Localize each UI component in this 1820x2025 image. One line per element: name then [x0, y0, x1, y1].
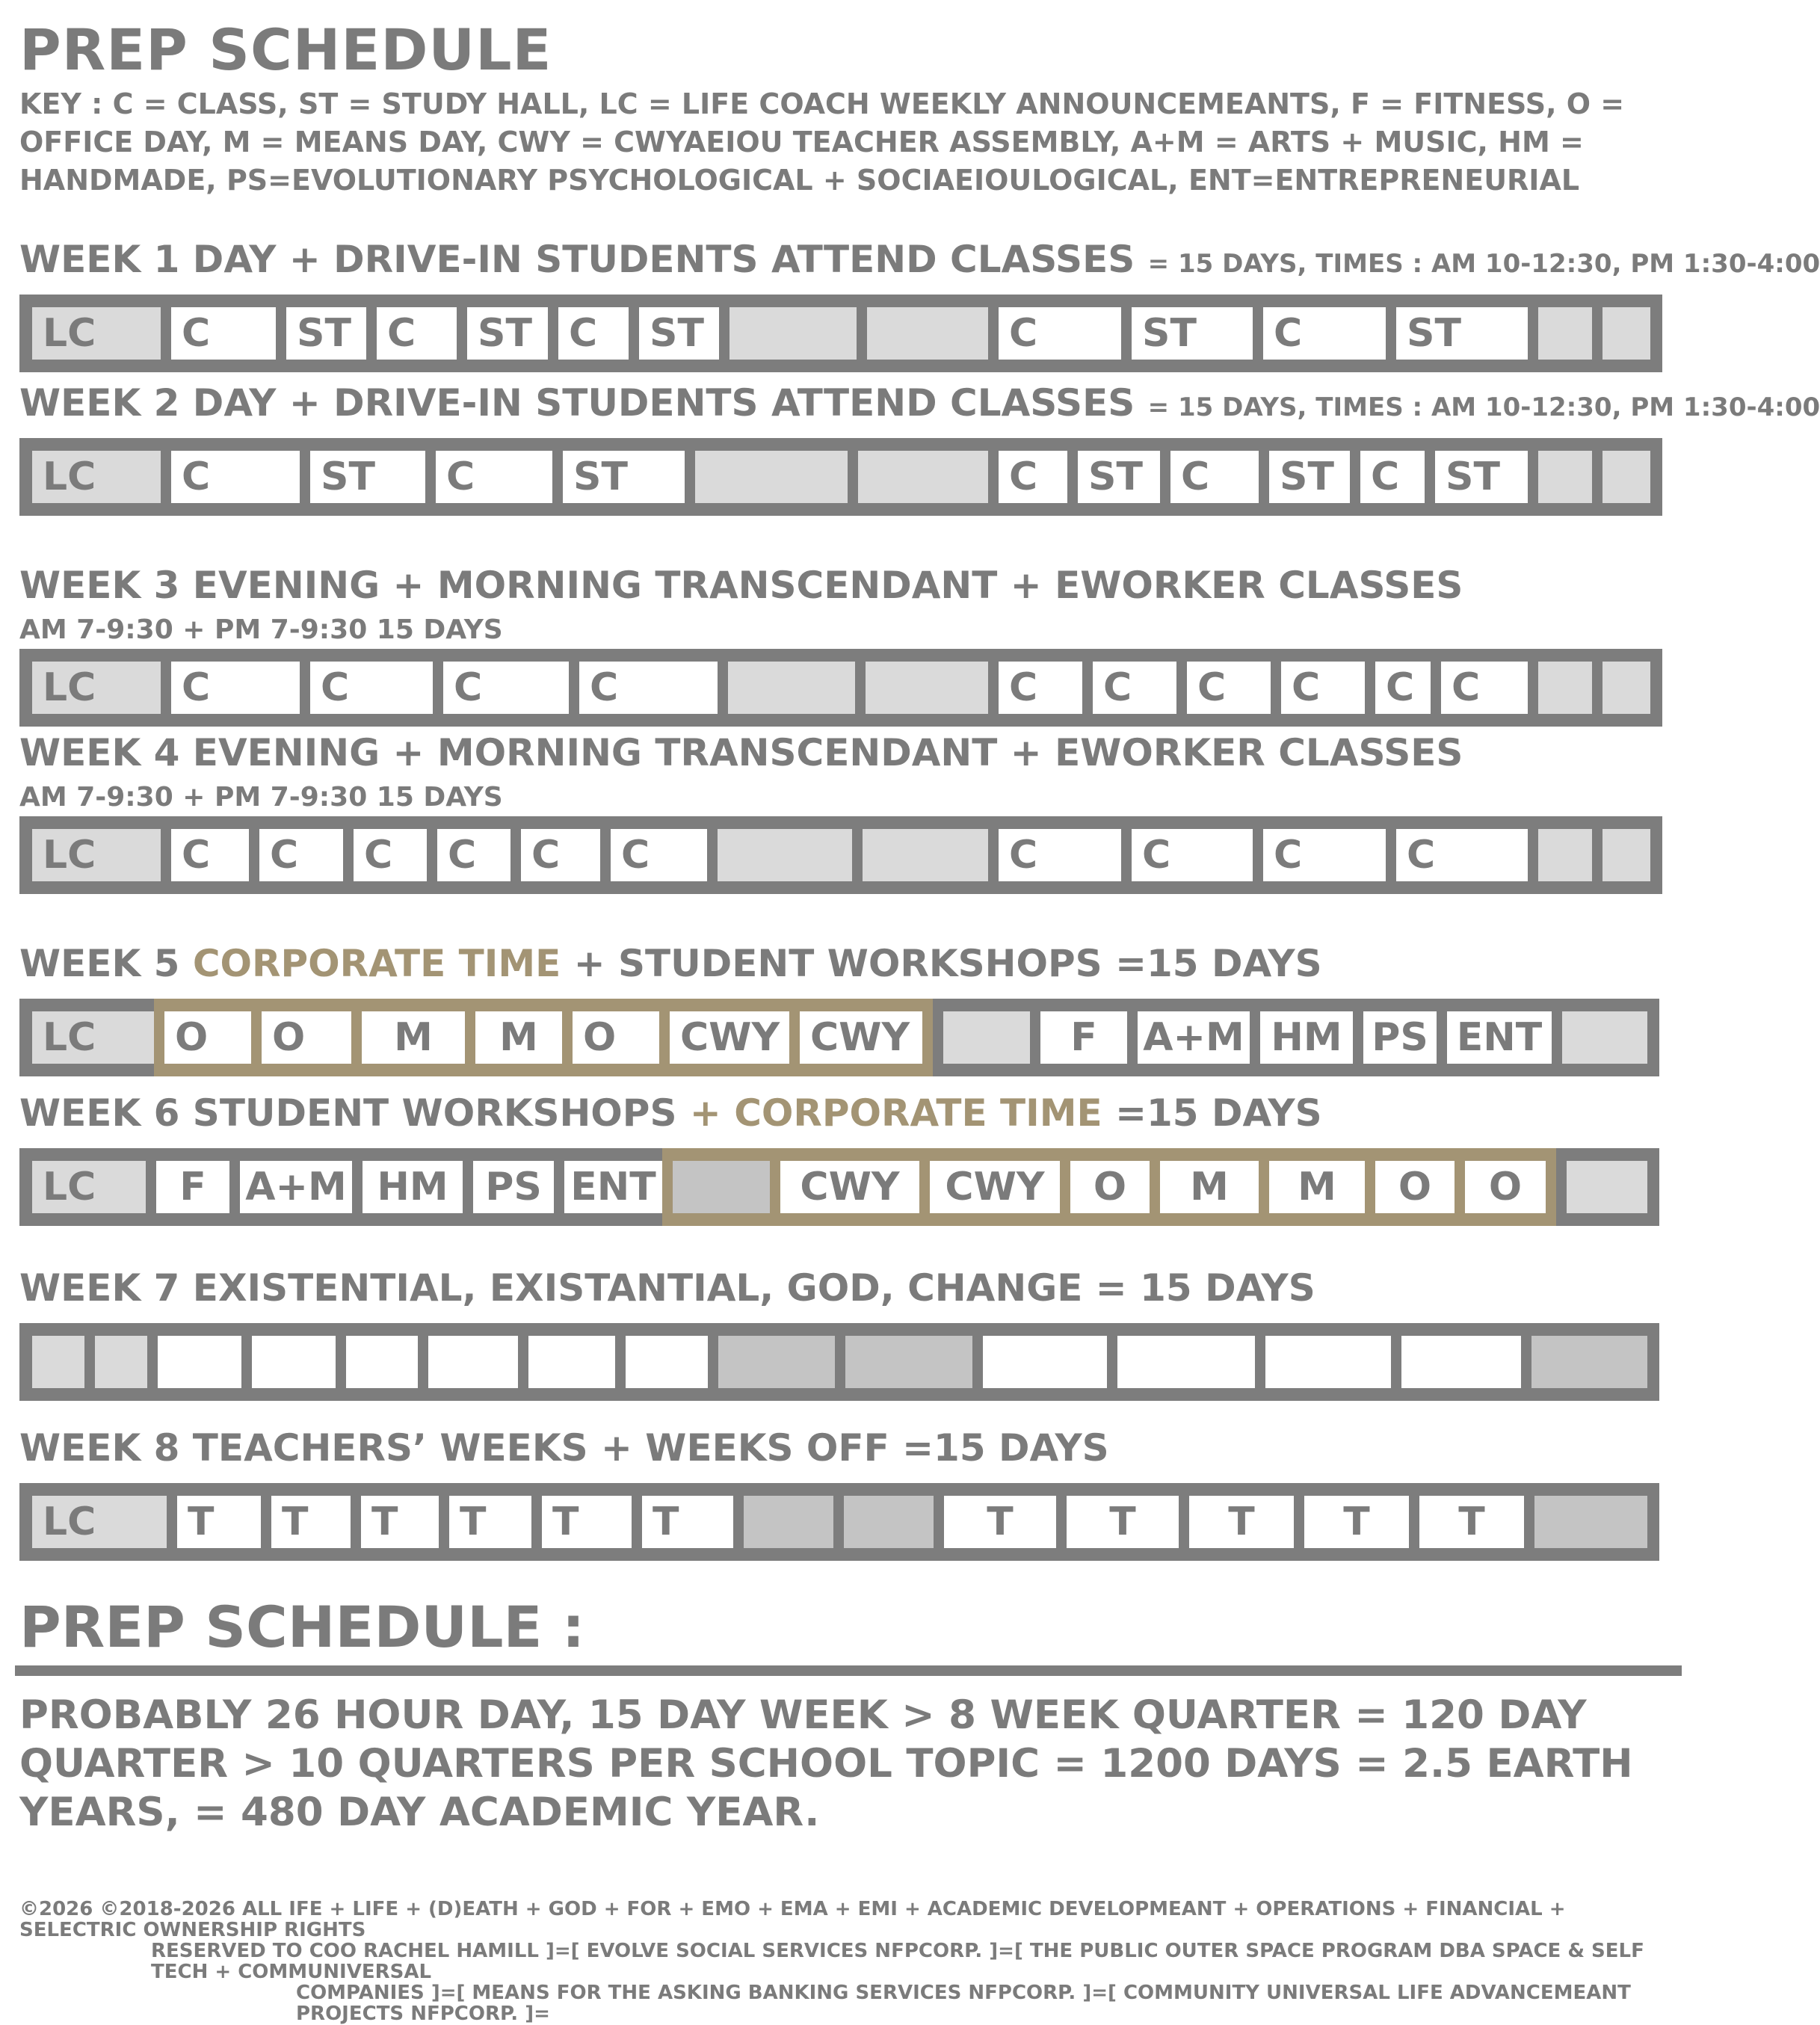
week-3-day-11: C — [1281, 662, 1365, 714]
week-6-day-14: O — [1465, 1161, 1546, 1213]
copyright-line-2: RESERVED TO COO RACHEL HAMILL ]=[ EVOLVE SOCIAL SERVICES NFPCORP. ]=[ THE PUBLIC OUTER SPACE PROGRAM DBA SPACE & SELF TECH + COMMUNIVERSAL — [151, 1940, 1644, 1983]
week-4-day-3: C — [259, 829, 343, 881]
week-5-bar — [19, 999, 1659, 1076]
week-2-bar — [19, 438, 1662, 516]
week-5-day-10: F — [1040, 1011, 1127, 1064]
week-7-day-3 — [158, 1336, 241, 1388]
week-5-title — [19, 942, 1322, 985]
week-8-day-3: T — [271, 1496, 351, 1548]
summary-text: PROBABLY 26 HOUR DAY, 15 DAY WEEK > 8 WEEK QUARTER = 120 DAY QUARTER > 10 QUARTERS PER SCHOOL TOPIC = 1200 DAYS = 2.5 EARTH YEARS, = 480 DAY ACADEMIC YEAR. — [19, 1692, 1633, 1835]
week-4-day-9 — [863, 829, 988, 881]
week-8-day-2: T — [177, 1496, 261, 1548]
week-2-day-11: ST — [1269, 451, 1350, 503]
week-2-title — [19, 381, 1820, 425]
copyright — [19, 1899, 1664, 2024]
week-4-title: WEEK 4 EVENING + MORNING TRANSCENDANT + EWORKER CLASSES — [19, 731, 1463, 774]
week-1-bar — [19, 295, 1662, 372]
week-5-day-3: O — [262, 1011, 351, 1064]
week-3-day-8: C — [999, 662, 1082, 714]
week-6-label: WEEK 6 STUDENT WORKSHOPS — [19, 1091, 677, 1135]
page-title: PREP SCHEDULE — [19, 16, 552, 83]
week-2-day-3: ST — [310, 451, 425, 503]
week-3-day-14 — [1538, 662, 1592, 714]
week-1-day-9 — [867, 307, 988, 360]
week-1-day-13: ST — [1396, 307, 1528, 360]
week-8-day-8 — [744, 1496, 833, 1548]
week-6-day-15 — [1567, 1161, 1647, 1213]
week-3-title: WEEK 3 EVENING + MORNING TRANSCENDANT + EWORKER CLASSES — [19, 564, 1463, 607]
week-3-day-12: C — [1375, 662, 1431, 714]
week-7-day-5 — [346, 1336, 418, 1388]
week-8-day-12: T — [1189, 1496, 1294, 1548]
week-5-day-14: ENT — [1447, 1011, 1552, 1064]
week-7-day-1 — [32, 1336, 84, 1388]
week-6-day-6: ENT — [564, 1161, 662, 1213]
copyright-line-3: COMPANIES ]=[ MEANS FOR THE ASKING BANKING SERVICES NFPCORP. ]=[ COMMUNITY UNIVERSAL LIFE ADVANCEMEANT PROJECTS NFPCORP. ]= — [296, 1982, 1631, 2025]
week-4-day-14 — [1538, 829, 1592, 881]
week-6-day-11: M — [1160, 1161, 1259, 1213]
week-4-day-8 — [718, 829, 852, 881]
week-4-day-11: C — [1132, 829, 1253, 881]
week-1-day-8 — [729, 307, 857, 360]
week-8-day-15 — [1534, 1496, 1647, 1548]
week-6-day-7 — [673, 1161, 770, 1213]
week-1-day-11: ST — [1132, 307, 1253, 360]
week-5-day-13: PS — [1363, 1011, 1437, 1064]
week-6-day-13: O — [1375, 1161, 1455, 1213]
week-5-day-8: CWY — [800, 1011, 922, 1064]
week-6-day-9: CWY — [930, 1161, 1060, 1213]
week-5-day-15 — [1562, 1011, 1647, 1064]
week-7-day-10 — [845, 1336, 972, 1388]
week-1-day-2: C — [171, 307, 276, 360]
week-7-day-6 — [428, 1336, 518, 1388]
week-8-day-9 — [844, 1496, 934, 1548]
week-7-day-11 — [983, 1336, 1107, 1388]
week-8-day-1: LC — [32, 1496, 167, 1548]
week-3-day-15 — [1602, 662, 1650, 714]
week-4-subtitle: AM 7-9:30 + PM 7-9:30 15 DAYS — [19, 782, 503, 813]
week-5-day-12: HM — [1260, 1011, 1353, 1064]
week-7-day-15 — [1531, 1336, 1647, 1388]
week-5-rest: + STUDENT WORKSHOPS =15 DAYS — [573, 942, 1322, 985]
week-7-day-4 — [252, 1336, 336, 1388]
week-1-day-3: ST — [286, 307, 366, 360]
divider — [15, 1665, 1682, 1676]
week-4-day-1: LC — [32, 829, 161, 881]
week-5-day-11: A+M — [1138, 1011, 1250, 1064]
week-2-day-7 — [858, 451, 988, 503]
week-4-day-13: C — [1396, 829, 1528, 881]
week-5-day-1: LC — [32, 1011, 154, 1064]
week-3-day-1: LC — [32, 662, 161, 714]
week-7-day-13 — [1265, 1336, 1391, 1388]
week-3-day-2: C — [171, 662, 300, 714]
week-8-day-7: T — [642, 1496, 733, 1548]
week-2-day-5: ST — [563, 451, 685, 503]
week-6-day-8: CWY — [780, 1161, 919, 1213]
week-3-subtitle: AM 7-9:30 + PM 7-9:30 15 DAYS — [19, 614, 503, 645]
week-8-day-4: T — [361, 1496, 439, 1548]
week-8-day-6: T — [542, 1496, 632, 1548]
week-4-day-7: C — [611, 829, 707, 881]
week-5-day-7: CWY — [670, 1011, 789, 1064]
week-4-day-2: C — [171, 829, 249, 881]
week-5-day-2: O — [164, 1011, 251, 1064]
week-3-day-10: C — [1187, 662, 1271, 714]
week-6-day-12: M — [1269, 1161, 1365, 1213]
week-8-day-14: T — [1419, 1496, 1524, 1548]
week-6-day-2: F — [156, 1161, 229, 1213]
week-1-day-1: LC — [32, 307, 161, 360]
week-2-day-13: ST — [1435, 451, 1528, 503]
week-3-day-7 — [866, 662, 988, 714]
week-6-day-3: A+M — [240, 1161, 352, 1213]
week-1-title — [19, 238, 1820, 281]
week-4-day-12: C — [1263, 829, 1386, 881]
week-2-day-9: ST — [1078, 451, 1160, 503]
week-1-day-15 — [1602, 307, 1650, 360]
week-5-corporate-label: CORPORATE TIME — [192, 942, 561, 985]
week-6-rest: =15 DAYS — [1115, 1091, 1322, 1135]
week-2-day-10: C — [1170, 451, 1259, 503]
week-1-day-14 — [1538, 307, 1592, 360]
week-4-day-5: C — [437, 829, 510, 881]
week-6-corporate-label: + CORPORATE TIME — [689, 1091, 1102, 1135]
week-4-bar — [19, 816, 1662, 894]
week-5-label: WEEK 5 — [19, 942, 180, 985]
week-6-day-4: HM — [363, 1161, 463, 1213]
week-4-day-10: C — [999, 829, 1121, 881]
week-3-day-4: C — [443, 662, 569, 714]
week-5-day-5: M — [475, 1011, 562, 1064]
week-7-day-9 — [718, 1336, 835, 1388]
week-3-day-3: C — [310, 662, 433, 714]
week-8-day-11: T — [1067, 1496, 1179, 1548]
week-6-day-5: PS — [473, 1161, 554, 1213]
week-2-day-6 — [695, 451, 848, 503]
week-2-day-12: C — [1360, 451, 1425, 503]
week-1-day-7: ST — [639, 307, 719, 360]
week-6-title — [19, 1091, 1322, 1135]
week-2-label: WEEK 2 DAY + DRIVE-IN STUDENTS ATTEND CLASSES — [19, 381, 1135, 425]
week-5-day-6: O — [573, 1011, 659, 1064]
copyright-line-1: ©2026 ©2018-2026 ALL IFE + LIFE + (D)EATH + GOD + FOR + EMO + EMA + EMI + ACADEMIC DEVELOPMEANT + OPERATIONS + FINANCIAL + SELECTRIC OWNERSHIP RIGHTS — [19, 1898, 1566, 1941]
key-legend: KEY : C = CLASS, ST = STUDY HALL, LC = LIFE COACH WEEKLY ANNOUNCEMEANTS, F = FITNESS, O = OFFICE DAY, M = MEANS DAY, CWY = CWYAEIOU TEACHER ASSEMBLY, A+M = ARTS + MUSIC, HM = HANDMADE, PS=EVOLUTIONARY PSYCHOLOGICAL + SOCIAEIOULOGICAL, ENT=ENTREPRENEURIAL — [19, 87, 1625, 197]
week-7-day-2 — [95, 1336, 147, 1388]
week-2-day-4: C — [436, 451, 552, 503]
week-8-bar — [19, 1483, 1659, 1561]
week-5-day-9 — [943, 1011, 1030, 1064]
week-7-bar — [19, 1323, 1659, 1401]
footer-title: PREP SCHEDULE : — [19, 1594, 585, 1660]
week-2-day-15 — [1602, 451, 1650, 503]
week-8-day-13: T — [1304, 1496, 1409, 1548]
week-1-note: = 15 DAYS, TIMES : AM 10-12:30, PM 1:30-4:00 — [1147, 249, 1820, 279]
week-6-day-1: LC — [32, 1161, 146, 1213]
week-6-day-10: O — [1070, 1161, 1150, 1213]
week-7-day-7 — [528, 1336, 615, 1388]
week-1-day-10: C — [999, 307, 1121, 360]
week-3-day-6 — [728, 662, 855, 714]
week-4-day-4: C — [354, 829, 427, 881]
week-2-day-8: C — [999, 451, 1067, 503]
week-3-day-9: C — [1093, 662, 1176, 714]
week-2-day-1: LC — [32, 451, 161, 503]
week-1-day-12: C — [1263, 307, 1386, 360]
week-3-day-13: C — [1441, 662, 1528, 714]
week-6-bar — [19, 1148, 1659, 1226]
week-7-title: WEEK 7 EXISTENTIAL, EXISTANTIAL, GOD, CHANGE = 15 DAYS — [19, 1266, 1315, 1310]
week-7-day-14 — [1401, 1336, 1521, 1388]
week-4-day-6: C — [521, 829, 600, 881]
week-1-day-4: C — [377, 307, 457, 360]
week-2-day-14 — [1538, 451, 1592, 503]
week-1-label: WEEK 1 DAY + DRIVE-IN STUDENTS ATTEND CLASSES — [19, 238, 1135, 281]
week-1-day-6: C — [558, 307, 629, 360]
week-5-day-4: M — [362, 1011, 465, 1064]
week-2-note: = 15 DAYS, TIMES : AM 10-12:30, PM 1:30-4:00 — [1147, 392, 1820, 422]
week-3-day-5: C — [579, 662, 718, 714]
week-4-day-15 — [1602, 829, 1650, 881]
week-2-day-2: C — [171, 451, 300, 503]
week-3-bar — [19, 649, 1662, 727]
week-7-day-8 — [626, 1336, 708, 1388]
week-7-day-12 — [1117, 1336, 1255, 1388]
week-8-day-5: T — [449, 1496, 531, 1548]
week-1-day-5: ST — [467, 307, 548, 360]
week-8-title: WEEK 8 TEACHERS’ WEEKS + WEEKS OFF =15 DAYS — [19, 1426, 1109, 1470]
week-8-day-10: T — [944, 1496, 1056, 1548]
